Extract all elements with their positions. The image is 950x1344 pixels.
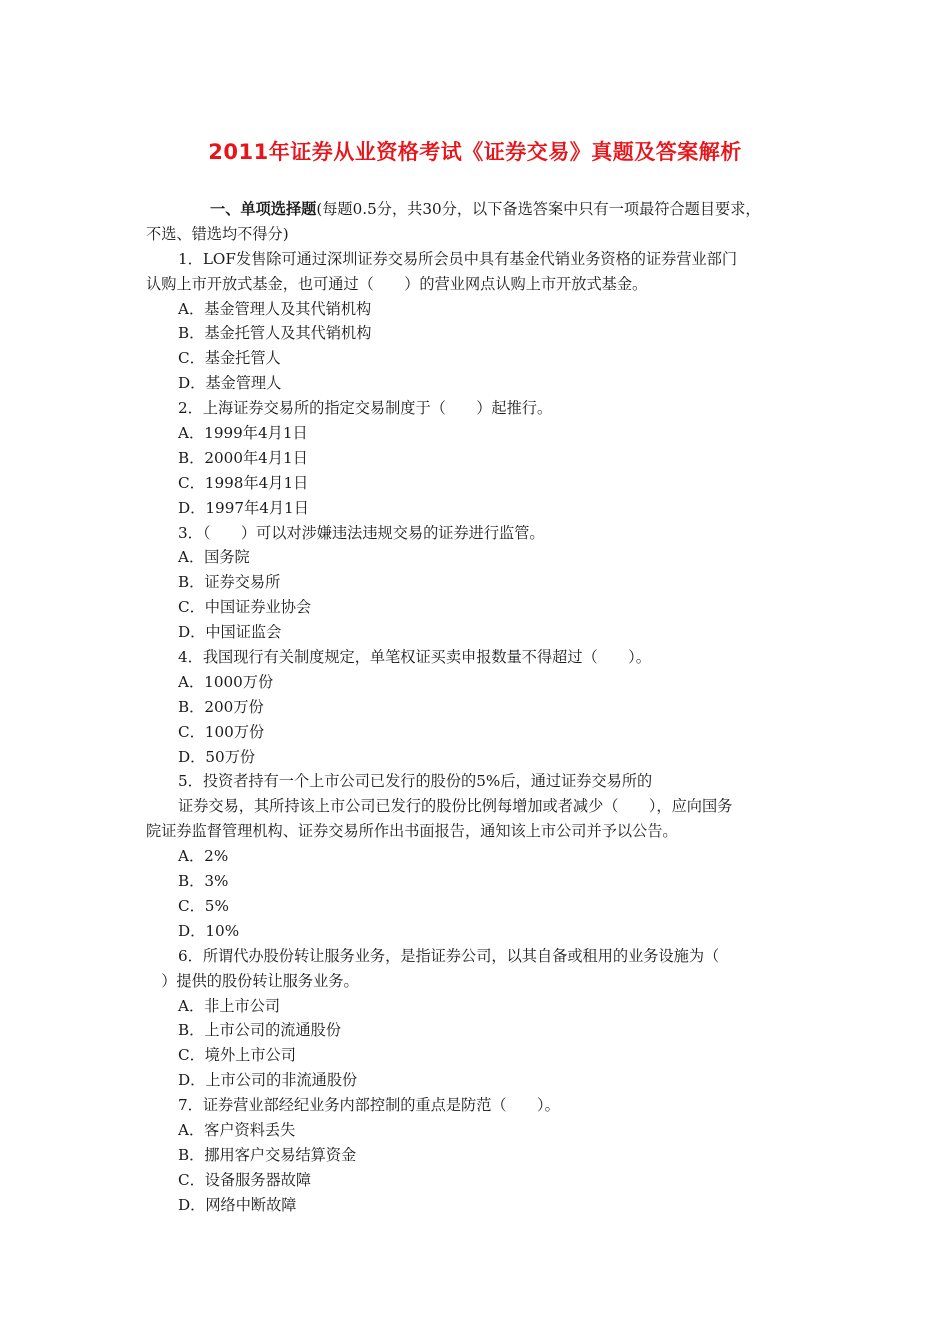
question-1-option-d: D．基金管理人 [178,374,282,393]
question-2-option-b: B．2000年4月1日 [178,448,308,467]
question-1-stem: 1．LOF发售除可通过深圳证券交易所会员中具有基金代销业务资格的证券营业部门 [178,249,738,268]
question-6-option-d: D．上市公司的非流通股份 [178,1071,358,1090]
question-7-stem: 7．证券营业部经纪业务内部控制的重点是防范（ ）。 [178,1096,560,1115]
question-4-option-d: D．50万份 [178,747,256,766]
question-6-option-c: C．境外上市公司 [178,1046,296,1065]
question-6-stem: 6．所谓代办股份转让服务业务，是指证券公司，以其自备或租用的业务设施为（ [178,946,720,965]
section-heading: 一、单项选择题 [210,200,317,218]
question-3-option-b: B．证券交易所 [178,573,281,592]
question-3-stem: 3．（ ）可以对涉嫌违法违规交易的证券进行监管。 [178,523,545,542]
question-6-stem-cont: ）提供的股份转让服务业务。 [146,971,359,990]
question-4-option-b: B．200万份 [178,697,264,716]
question-2-option-a: A．1999年4月1日 [178,424,308,443]
question-2-option-c: C．1998年4月1日 [178,473,309,492]
document-title: 2011年证券从业资格考试《证券交易》真题及答案解析 [208,140,742,164]
question-3-option-c: C．中国证券业协会 [178,598,312,617]
question-4-option-c: C．100万份 [178,722,265,741]
question-3-option-d: D．中国证监会 [178,623,282,642]
question-5-option-d: D．10% [178,921,240,940]
section-instruction: (每题0.5分，共30分，以下备选答案中只有一项最符合题目要求， [316,200,761,218]
question-1-option-a: A．基金管理人及其代销机构 [178,299,372,318]
question-7-option-a: A．客户资料丢失 [178,1120,296,1139]
question-6-option-b: B．上市公司的流通股份 [178,1021,342,1040]
question-4-stem: 4．我国现行有关制度规定，单笔权证买卖申报数量不得超过（ ）。 [178,648,651,667]
question-1-option-c: C．基金托管人 [178,349,281,368]
question-6-option-a: A．非上市公司 [178,996,281,1015]
question-5-stem-cont: 证券交易，其所持该上市公司已发行的股份比例每增加或者减少（ ），应向国务 [178,797,733,816]
question-7-option-d: D．网络中断故障 [178,1195,297,1214]
question-5-option-c: C．5% [178,896,229,915]
section-instruction-cont: 不选、错选均不得分) [146,224,289,243]
question-2-stem: 2．上海证券交易所的指定交易制度于（ ）起推行。 [178,399,553,418]
question-4-option-a: A．1000万份 [178,672,274,691]
question-5-stem: 5．投资者持有一个上市公司已发行的股份的5%后，通过证券交易所的 [178,772,653,791]
section-heading-line [146,197,818,222]
question-5-stem-cont2: 院证券监督管理机构、证券交易所作出书面报告，通知该上市公司并予以公告。 [146,822,678,841]
question-3-option-a: A．国务院 [178,548,250,567]
question-5-option-b: B．3% [178,872,229,891]
document-body [146,197,818,1218]
question-7-option-c: C．设备服务器故障 [178,1170,312,1189]
question-1-option-b: B．基金托管人及其代销机构 [178,324,372,343]
question-5-option-a: A．2% [178,847,229,866]
question-7-option-b: B．挪用客户交易结算资金 [178,1145,357,1164]
question-1-stem-cont: 认购上市开放式基金，也可通过（ ）的营业网点认购上市开放式基金。 [146,274,648,293]
question-2-option-d: D．1997年4月1日 [178,498,309,517]
